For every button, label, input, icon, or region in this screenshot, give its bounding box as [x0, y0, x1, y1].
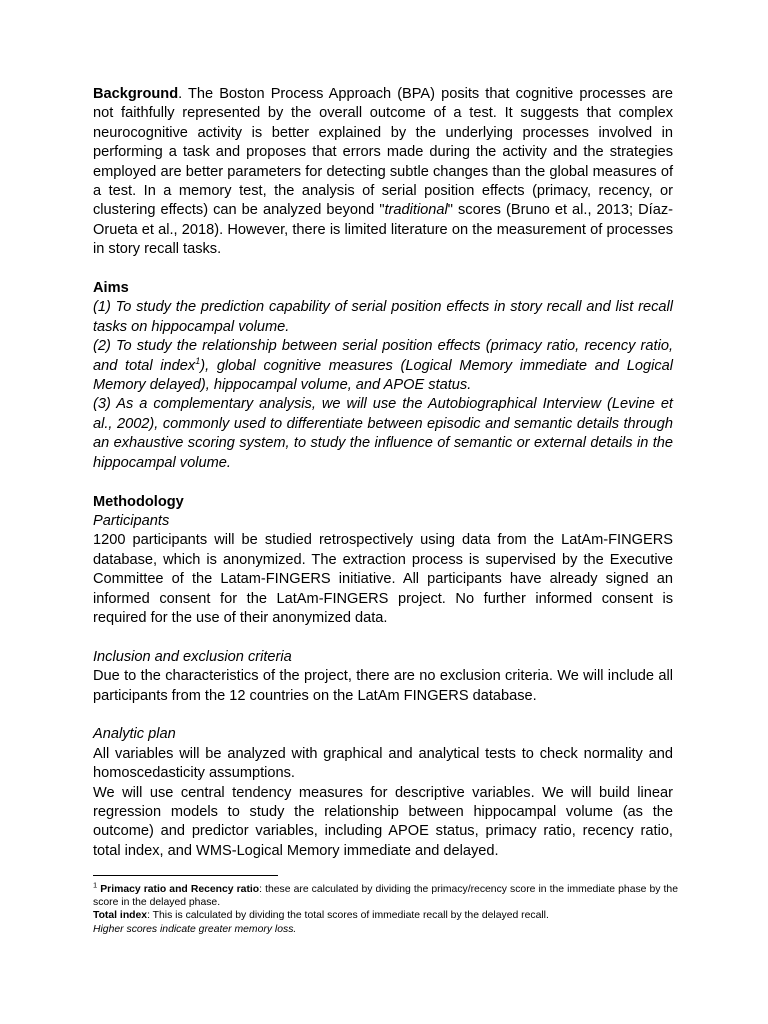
footnote-total-label: Total index	[93, 910, 148, 922]
footnote-ratio-text: : these are calculated by dividing the primacy/recency score in the immediate phase by the score in the delayed phase.	[93, 884, 678, 909]
spacer	[93, 706, 673, 725]
aims-heading: Aims	[93, 280, 129, 297]
inclusion-heading: Inclusion and exclusion criteria	[93, 648, 292, 665]
footnote-total	[93, 909, 678, 922]
aim-2-text-a: (2) To study the relationship between serial position effects (primacy ratio, recency ratio, and total index	[93, 338, 673, 374]
aim-3: (3) As a complementary analysis, we will use the Autobiographical Interview (Levine et al., 2002), commonly used to differentiate between episodic and semantic details through an exhaustive scoring system, to study the influence of semantic or external details in the hippocampal volume.	[93, 396, 673, 471]
background-text-1: . The Boston Process Approach (BPA) posits that cognitive processes are not faithfully represented by the overall outcome of a test. It suggests that complex neurocognitive activity is better explained by the underlying processes involved in performing a task and proposes that errors made during the activity and the strategies employed are better parameters for detecting subtle changes than the global measures of a test. In a memory test, the analysis of serial position effects (primacy, recency, or clustering effects) can be analyzed beyond "	[93, 86, 673, 219]
spacer	[93, 260, 673, 279]
analytic-plan-text-2: We will use central tendency measures for descriptive variables. We will build linear regression models to study the relationship between hippocampal volume (as the outcome) and predictor variables, including APOE status, primacy ratio, recency ratio, total index, and WMS-Logical Memory immediate and delayed.	[93, 784, 673, 859]
footnote-total-text: : This is calculated by dividing the total scores of immediate recall by the delayed recall.	[147, 910, 549, 922]
aim-1: (1) To study the prediction capability of serial position effects in story recall and list recall tasks on hippocampal volume.	[93, 299, 673, 335]
methodology-heading: Methodology	[93, 493, 184, 510]
background-label: Background	[93, 86, 179, 102]
analytic-plan-heading: Analytic plan	[93, 726, 176, 743]
participants-heading: Participants	[93, 512, 170, 529]
spacer	[93, 473, 673, 492]
footnote-ratio-label: Primacy ratio and Recency ratio	[100, 884, 260, 895]
background-paragraph	[93, 85, 673, 260]
aim-2	[93, 337, 673, 395]
footnote-divider	[93, 875, 278, 876]
background-text-2: " scores (Bruno et al., 2013; Díaz-Orueta et al., 2018). However, there is limited literature on the measurement of processes in story recall tasks.	[93, 202, 673, 258]
participants-text: 1200 participants will be studied retrospectively using data from the LatAm-FINGERS database, which is anonymized. The extraction process is supervised by the Executive Committee of the Latam-FINGERS initiative. All participants have already signed an informed consent for the LatAm-FINGERS project. No further informed consent is required for the use of their anonymized data.	[93, 532, 673, 626]
spacer	[93, 628, 673, 647]
footnote-note: Higher scores indicate greater memory loss.	[93, 923, 297, 935]
background-italic-word: traditional	[384, 202, 448, 219]
footnote-ref-1: 1	[195, 355, 201, 366]
analytic-plan-text-1: All variables will be analyzed with graphical and analytical tests to check normality and homoscedasticity assumptions.	[93, 745, 673, 782]
inclusion-text: Due to the characteristics of the project, there are no exclusion criteria. We will include all participants from the 12 countries on the LatAm FINGERS database.	[93, 668, 673, 704]
footnote-ratio	[93, 880, 678, 909]
document-body	[93, 85, 673, 861]
aim-2-text-b: ), global cognitive measures (Logical Memory immediate and Logical Memory delayed), hippocampal volume, and APOE status.	[93, 357, 673, 394]
footnote-section	[93, 875, 678, 936]
footnote-marker: 1	[93, 880, 98, 890]
